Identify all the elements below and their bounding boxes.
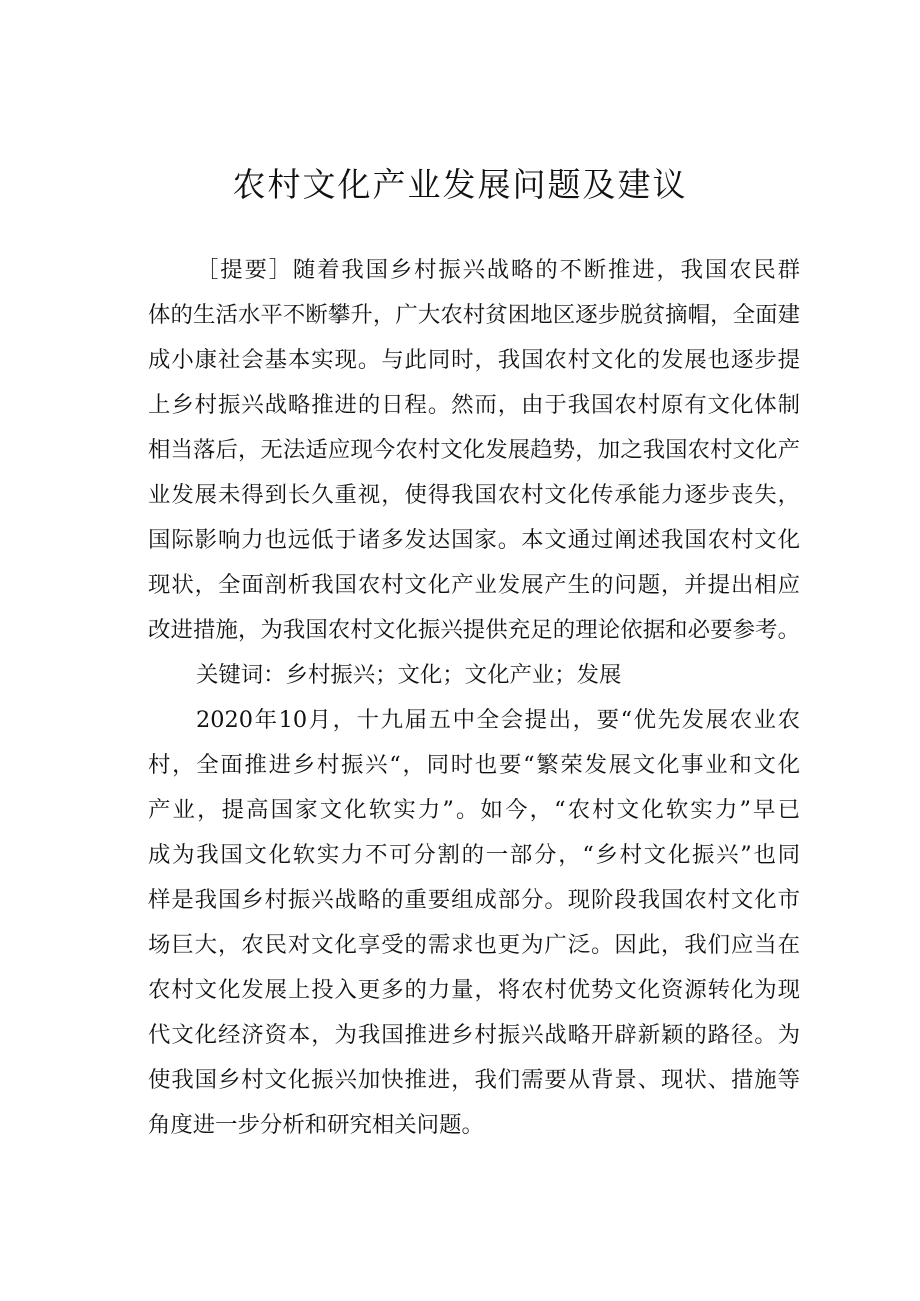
document-title: 农村文化产业发展问题及建议: [232, 165, 688, 204]
abstract-line: 体的生活水平不断攀升，广大农村贫困地区逐步脱贫摘帽，全面建: [148, 302, 800, 328]
keywords: 关键词：乡村振兴；文化；文化产业；发展: [196, 662, 622, 688]
abstract-line: 现状，全面剖析我国农村文化产业发展产生的问题，并提出相应: [148, 572, 800, 598]
body-line: 角度进一步分析和研究相关问题。: [148, 1112, 484, 1138]
abstract-line: 国际影响力也远低于诸多发达国家。本文通过阐述我国农村文化: [148, 527, 800, 553]
abstract-line: ［提要］随着我国乡村振兴战略的不断推进，我国农民群: [196, 257, 800, 283]
abstract-line: 相当落后，无法适应现今农村文化发展趋势，加之我国农村文化产: [148, 437, 800, 463]
abstract-line: 改进措施，为我国农村文化振兴提供充足的理论依据和必要参考。: [148, 617, 800, 643]
body-line: 村，全面推进乡村振兴“，同时也要“繁荣发展文化事业和文化: [148, 752, 800, 778]
body-line: 成为我国文化软实力不可分割的一部分，“乡村文化振兴”也同: [148, 842, 800, 868]
abstract-line: 成小康社会基本实现。与此同时，我国农村文化的发展也逐步提: [148, 347, 800, 373]
abstract-line: 上乡村振兴战略推进的日程。然而，由于我国农村原有文化体制: [148, 392, 800, 418]
body-line: 2020年10月，十九届五中全会提出，要“优先发展农业农: [196, 707, 800, 733]
body-line: 农村文化发展上投入更多的力量，将农村优势文化资源转化为现: [148, 977, 800, 1003]
body-line: 产业，提高国家文化软实力”。如今，“农村文化软实力”早已: [148, 797, 800, 823]
body-line: 使我国乡村文化振兴加快推进，我们需要从背景、现状、措施等: [148, 1067, 800, 1093]
abstract-line: 业发展未得到长久重视，使得我国农村文化传承能力逐步丧失，: [148, 482, 800, 508]
body-line: 代文化经济资本，为我国推进乡村振兴战略开辟新颖的路径。为: [148, 1022, 800, 1048]
body-line: 样是我国乡村振兴战略的重要组成部分。现阶段我国农村文化市: [148, 887, 800, 913]
body-line: 场巨大，农民对文化享受的需求也更为广泛。因此，我们应当在: [148, 932, 800, 958]
